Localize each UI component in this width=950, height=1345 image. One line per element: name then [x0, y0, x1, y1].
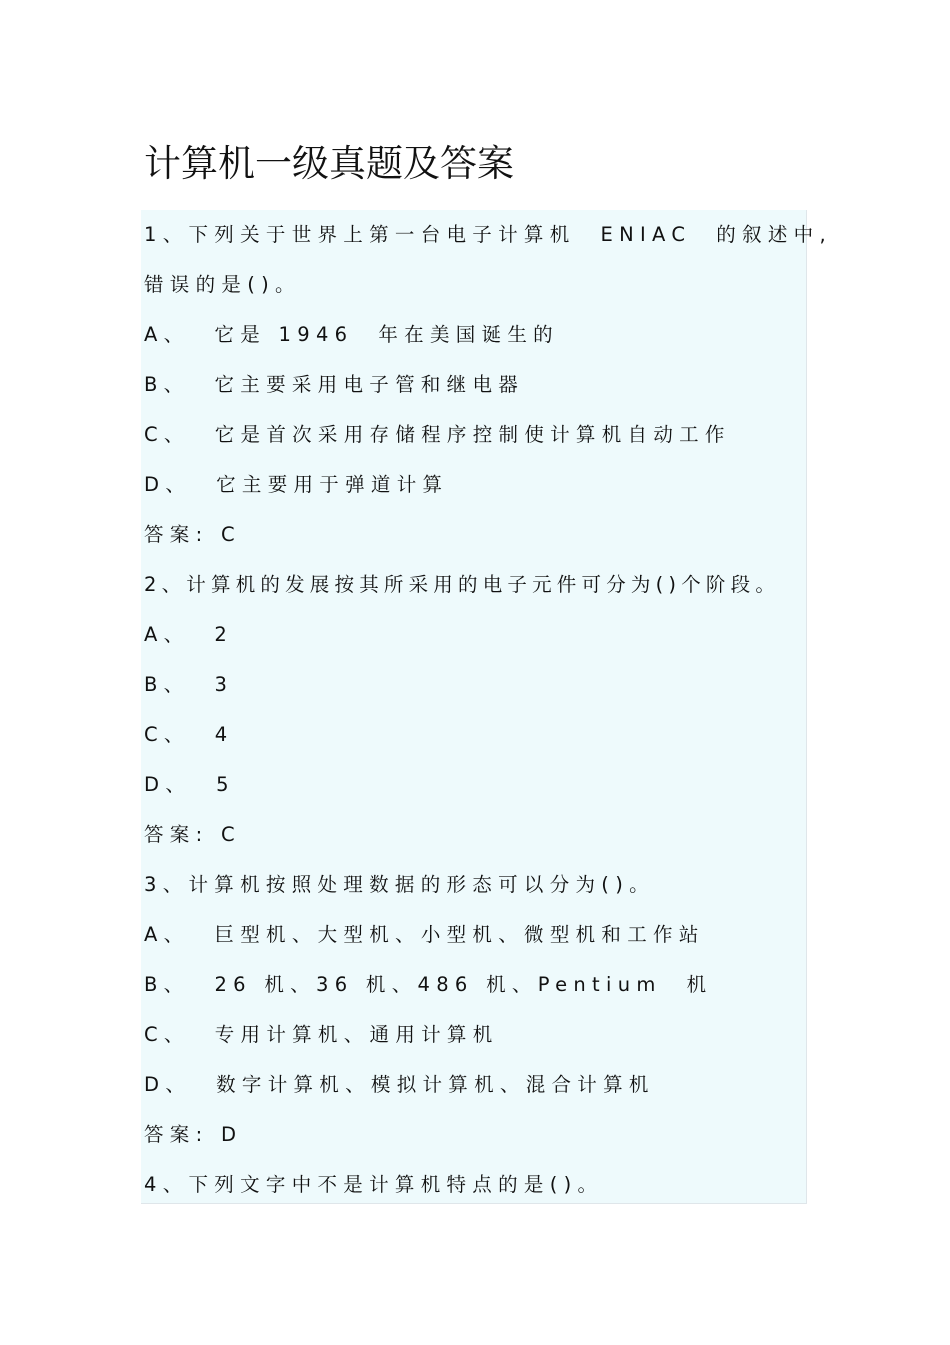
question-3-option-d: D、 数字计算机、模拟计算机、混合计算机: [144, 1073, 655, 1096]
question-1-option-d: D、 它主要用于弹道计算: [144, 473, 449, 496]
question-1-text-line-1: 1、下列关于世界上第一台电子计算机 ENIAC 的叙述中,: [144, 223, 832, 246]
question-1-answer: 答案: C: [144, 523, 241, 546]
question-3-option-a: A、 巨型机、大型机、小型机、微型机和工作站: [144, 923, 705, 946]
question-2-option-a: A、 2: [144, 623, 234, 646]
question-1-option-a: A、 它是 1946 年在美国诞生的: [144, 323, 559, 346]
question-content: [141, 210, 832, 1203]
question-4-text: 4、下列文字中不是计算机特点的是()。: [144, 1173, 604, 1196]
page-title: 计算机一级真题及答案: [144, 142, 514, 185]
question-2-option-c: C、 4: [144, 723, 234, 746]
document-page: [141, 124, 832, 1204]
question-2-option-b: B、 3: [144, 673, 234, 696]
title-area: [141, 124, 807, 210]
question-3-option-b: B、 26 机、36 机、486 机、Pentium 机: [144, 973, 713, 996]
question-2-text: 2、计算机的发展按其所采用的电子元件可分为()个阶段。: [144, 573, 781, 596]
question-3-option-c: C、 专用计算机、通用计算机: [144, 1023, 499, 1046]
question-1-text-line-2: 错误的是()。: [144, 273, 301, 296]
question-2-answer: 答案: C: [144, 823, 241, 846]
question-3-text: 3、计算机按照处理数据的形态可以分为()。: [144, 873, 655, 896]
question-3-answer: 答案: D: [144, 1123, 243, 1146]
question-1-option-b: B、 它主要采用电子管和继电器: [144, 373, 525, 396]
question-1-option-c: C、 它是首次采用存储程序控制使计算机自动工作: [144, 423, 731, 446]
question-2-option-d: D、 5: [144, 773, 235, 796]
